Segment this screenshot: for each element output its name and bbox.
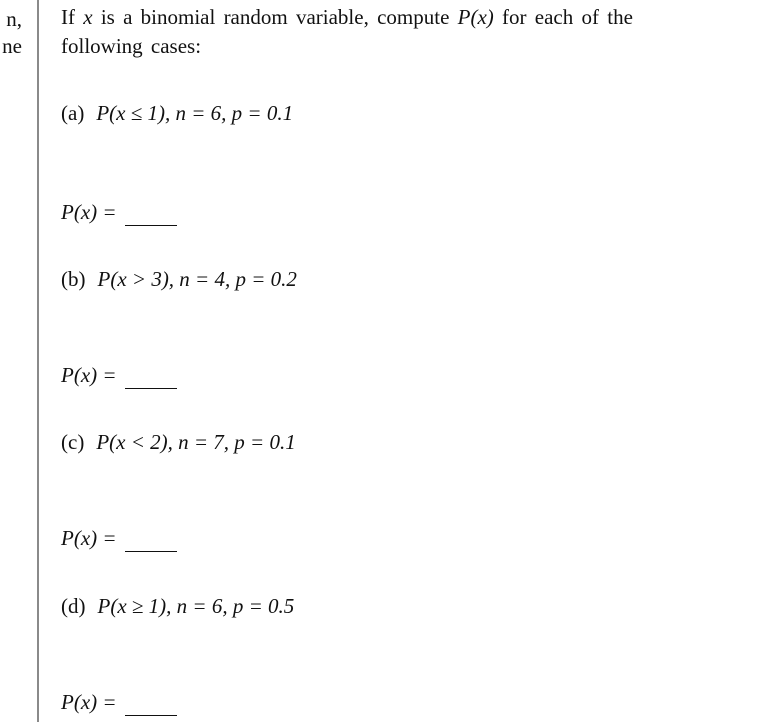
part-label: (c) [61,430,85,454]
answer-line [61,688,177,716]
part-question [61,428,296,456]
part-question [61,592,294,620]
part-expression: P(x ≤ 1), n = 6, p = 0.1 [96,101,294,125]
statement-text: If [61,5,84,29]
part-question [61,265,297,293]
part-label: (b) [61,267,86,291]
part-expression: P(x ≥ 1), n = 6, p = 0.5 [97,594,295,618]
probability-expression: P(x) [457,5,494,29]
answer-blank[interactable] [125,388,177,389]
answer-line [61,524,177,552]
answer-prompt: P(x) = [61,526,117,550]
problem-content [61,3,701,714]
part-expression: P(x < 2), n = 7, p = 0.1 [96,430,296,454]
part-question [61,99,293,127]
cropped-text-line: ne [2,34,22,58]
column-divider [37,0,39,722]
cropped-previous-column [0,6,22,60]
answer-blank[interactable] [125,551,177,552]
part-label: (d) [61,594,86,618]
answer-line [61,361,177,389]
statement-text: is a binomial random variable, compute [92,5,458,29]
statement-text: for each of the following cases: [61,5,633,58]
answer-prompt: P(x) = [61,200,117,224]
answer-prompt: P(x) = [61,363,117,387]
answer-prompt: P(x) = [61,690,117,714]
random-variable: x [83,5,93,29]
answer-blank[interactable] [125,225,177,226]
problem-statement [61,3,701,61]
answer-blank[interactable] [125,715,177,716]
answer-line [61,198,177,226]
part-expression: P(x > 3), n = 4, p = 0.2 [97,267,297,291]
part-label: (a) [61,101,85,125]
cropped-text-line: n, [6,7,22,31]
